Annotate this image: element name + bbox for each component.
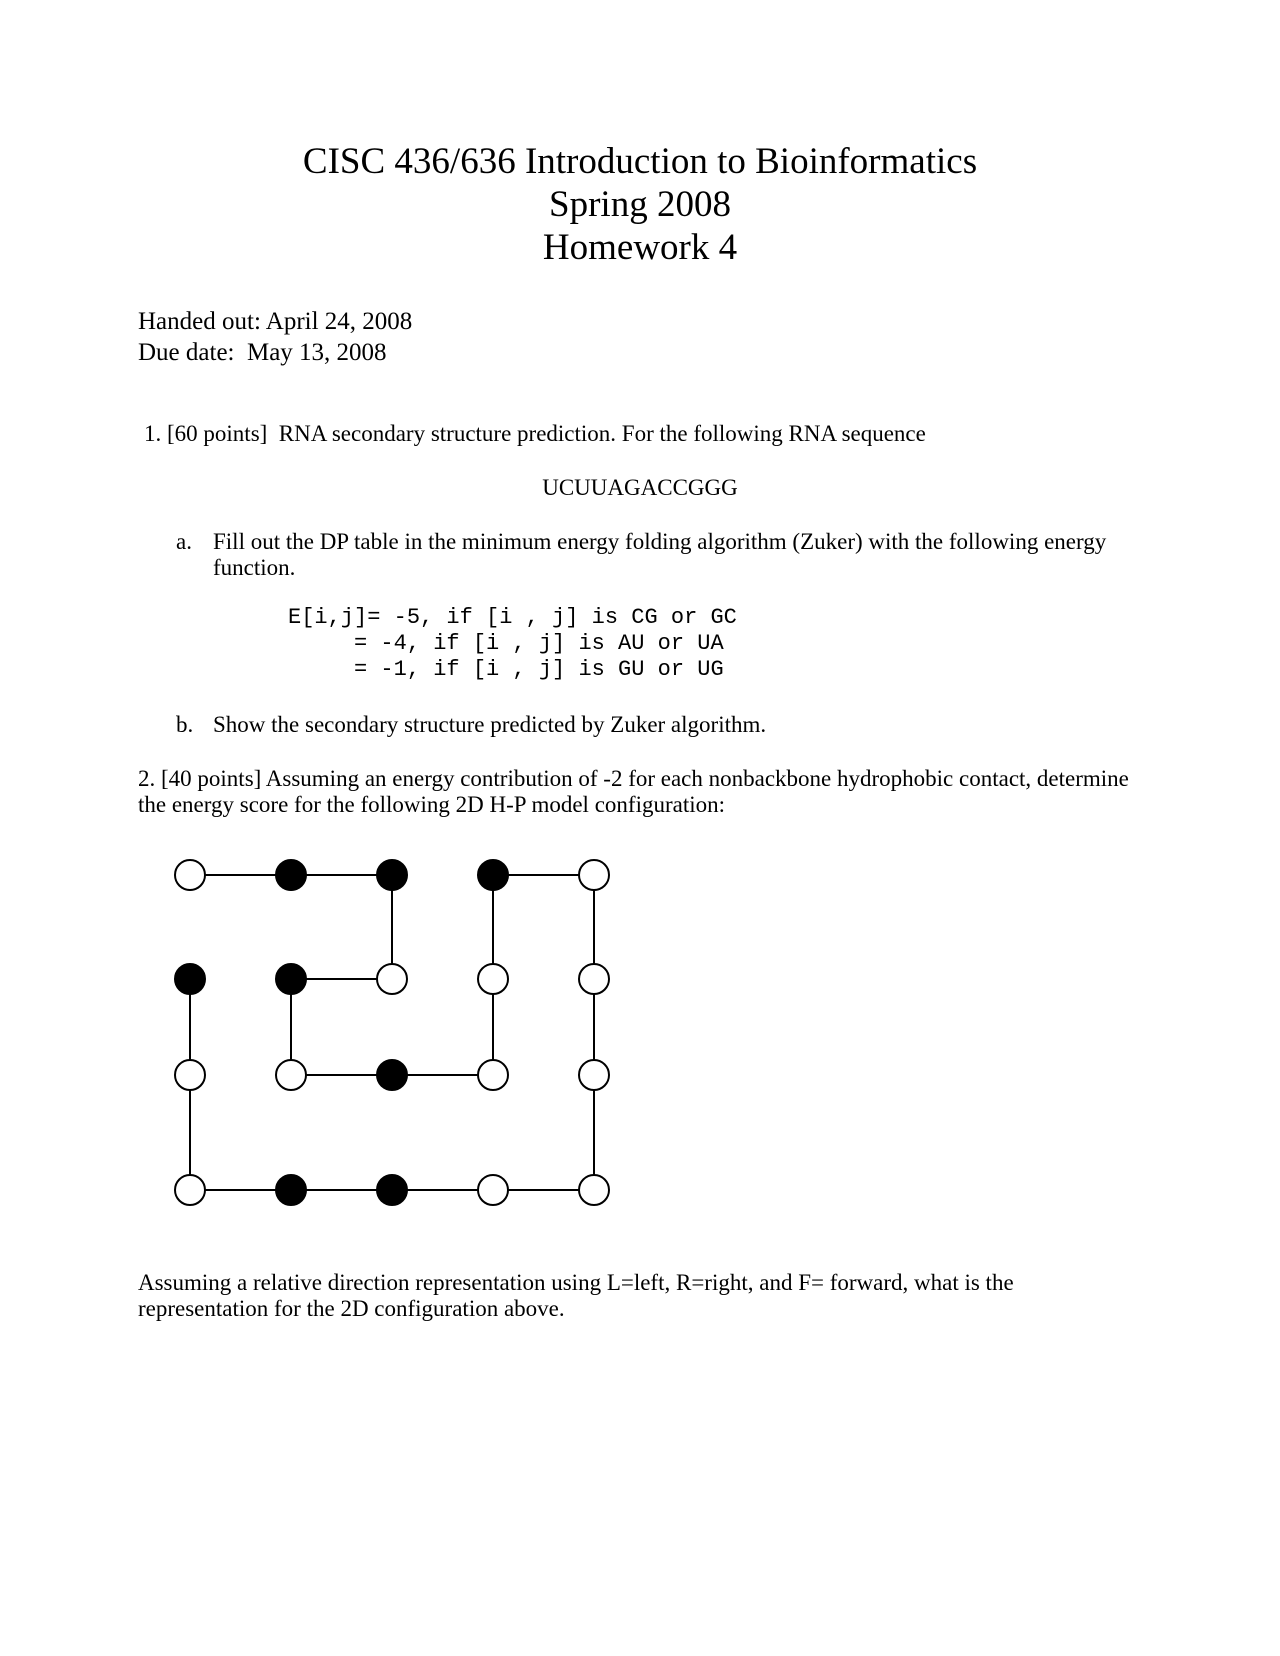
polar-residue	[579, 860, 609, 890]
dates-block	[138, 306, 412, 368]
question-1: 1. [60 points] RNA secondary structure prediction. For the following RNA sequence	[144, 421, 926, 446]
polar-residue	[276, 1060, 306, 1090]
part-a-marker: a.	[176, 529, 192, 554]
hydrophobic-residue	[377, 860, 407, 890]
hydrophobic-residue	[377, 1175, 407, 1205]
polar-residue	[175, 1175, 205, 1205]
handed-out-date: Handed out: April 24, 2008	[138, 308, 413, 335]
question-2: 2. [40 points] Assuming an energy contribution of -2 for each nonbackbone hydrophobic contact, determine the energy score for the following 2D H-P model configuration:	[138, 766, 1129, 817]
part-a-text: Fill out the DP table in the minimum energy folding algorithm (Zuker) with the following energy function.	[213, 529, 1107, 580]
course-title: CISC 436/636 Introduction to Bioinformatics	[302, 141, 978, 182]
hydrophobic-residue	[478, 860, 508, 890]
polar-residue	[175, 1060, 205, 1090]
polar-residue	[478, 1060, 508, 1090]
due-date: Due date: May 13, 2008	[138, 339, 387, 366]
polar-residue	[478, 964, 508, 994]
polar-residue	[579, 1060, 609, 1090]
part-b-text: Show the secondary structure predicted by Zuker algorithm.	[213, 712, 767, 737]
title-block	[0, 140, 1280, 269]
hydrophobic-residue	[276, 860, 306, 890]
energy-line: = -4, if [i , j] is AU or UA	[288, 631, 724, 656]
hydrophobic-residue	[377, 1060, 407, 1090]
hydrophobic-residue	[276, 1175, 306, 1205]
hp-model-diagram	[160, 850, 640, 1220]
polar-residue	[579, 964, 609, 994]
assignment-title: Homework 4	[542, 227, 738, 268]
polar-residue	[579, 1175, 609, 1205]
energy-line: = -1, if [i , j] is GU or UG	[288, 657, 724, 682]
polar-residue	[175, 860, 205, 890]
hydrophobic-residue	[175, 964, 205, 994]
energy-line: E[i,j]= -5, if [i , j] is CG or GC	[288, 605, 737, 630]
hydrophobic-residue	[276, 964, 306, 994]
rna-sequence: UCUUAGACCGGG	[542, 475, 738, 500]
term: Spring 2008	[549, 184, 731, 225]
question-3: Assuming a relative direction representation using L=left, R=right, and F= forward, what is the representation for the 2D configuration above.	[138, 1270, 1014, 1321]
part-b-marker: b.	[176, 712, 194, 737]
energy-function	[288, 605, 737, 683]
polar-residue	[478, 1175, 508, 1205]
polar-residue	[377, 964, 407, 994]
